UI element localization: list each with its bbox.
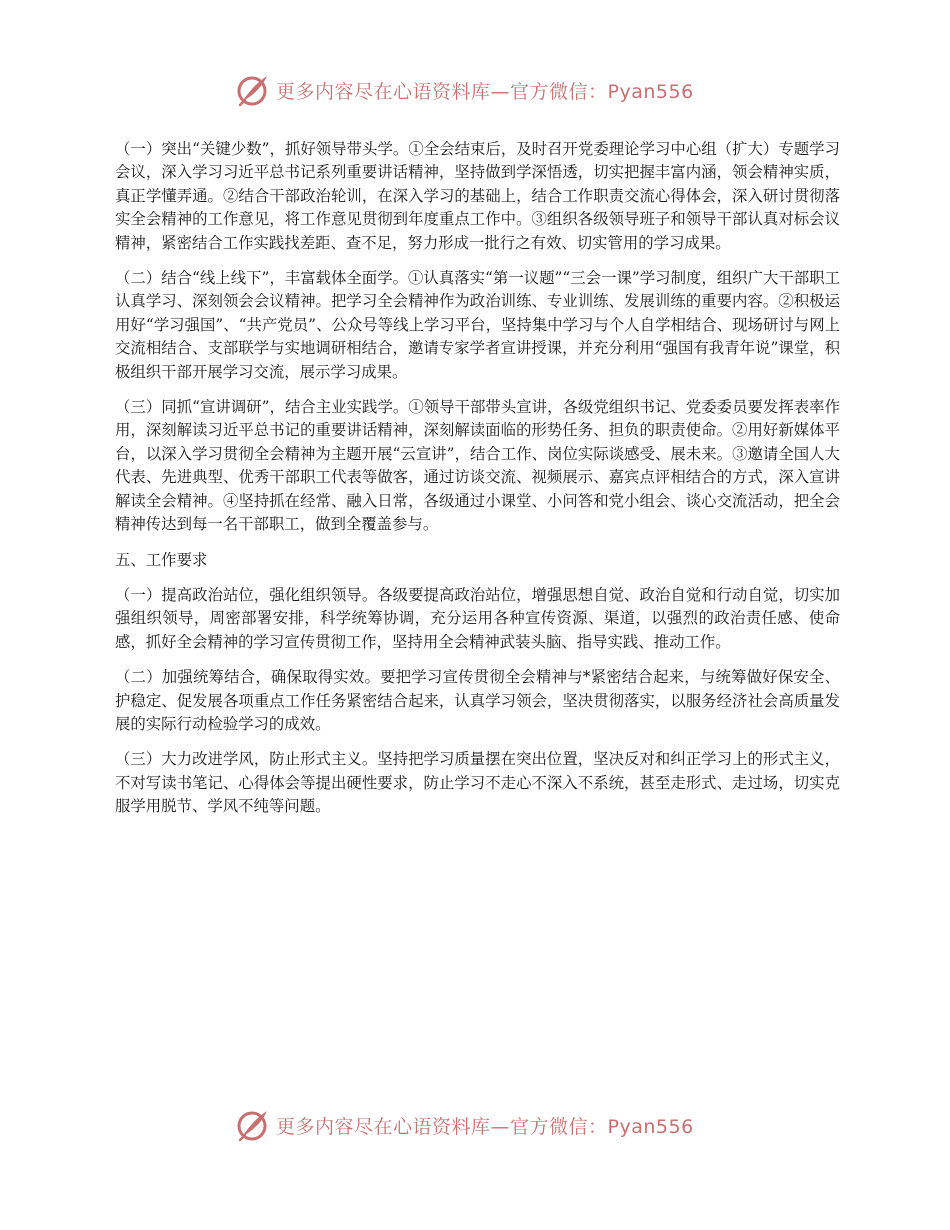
watermark-text: 更多内容尽在心语资料库—官方微信：Pyan556 — [276, 80, 694, 103]
document-body — [115, 138, 840, 831]
section-heading-work-requirements: 五、工作要求 — [115, 550, 208, 569]
feather-logo-icon — [236, 73, 270, 107]
paragraph-political-stance: （一）提高政治站位，强化组织领导。各级要提高政治站位，增强思想自觉、政治自觉和行动自觉，切实加强组织领导，周密部署安排，科学统筹协调，充分运用各种宣传资源、渠道，以强烈的政治责任感、使命感，抓好全会精神的学习宣传贯彻工作，坚持用全会精神武装头脑、指导实践、推动工作。 — [115, 585, 840, 651]
header-watermark — [236, 72, 716, 108]
watermark-text: 更多内容尽在心语资料库—官方微信：Pyan556 — [276, 1115, 694, 1138]
footer-watermark — [236, 1107, 716, 1143]
paragraph-lecture-research: （三）同抓“宣讲调研”，结合主业实践学。①领导干部带头宣讲，各级党组织书记、党委委员要发挥表率作用，深刻解读习近平总书记的重要讲话精神，深刻解读面临的形势任务、担负的职责使命。②用好新媒体平台，以深入学习贯彻全会精神为主题开展“云宣讲”，结合工作、岗位实际谈感受、展未来。③邀请全国人大代表、先进典型、优秀干部职工代表等做客，通过访谈交流、视频展示、嘉宾点评相结合的方式，深入宣讲解读全会精神。④坚持抓在经常、融入日常，各级通过小课堂、小问答和党小组会、谈心交流活动，把全会精神传达到每一名干部职工，做到全覆盖参与。 — [115, 398, 840, 534]
paragraph-coordination: （二）加强统筹结合，确保取得实效。要把学习宣传贯彻全会精神与*紧密结合起来，与统筹做好保安全、护稳定、促发展各项重点工作任务紧密结合起来，认真学习领会，坚决贯彻落实，以服务经济社会高质量发展的实际行动检验学习的成效。 — [115, 668, 840, 733]
feather-logo-icon — [236, 1108, 270, 1142]
paragraph-online-offline: （二）结合“线上线下”，丰富载体全面学。①认真落实“第一议题”“三会一课”学习制度，组织广大干部职工认真学习、深刻领会会议精神。把学习全会精神作为政治训练、专业训练、发展训练的重要内容。②积极运用好“学习强国”、“共产党员”、公众号等线上学习平台，坚持集中学习与个人自学相结合、现场研讨与网上交流相结合、支部联学与实地调研相结合，邀请专家学者宣讲授课，并充分利用“强国有我青年说”课堂，积极组织干部开展学习交流，展示学习成果。 — [115, 269, 840, 381]
paragraph-key-minority: （一）突出“关键少数”，抓好领导带头学。①全会结束后，及时召开党委理论学习中心组（扩大）专题学习会议，深入学习习近平总书记系列重要讲话精神，坚持做到学深悟透，切实把握丰富内涵，领会精神实质，真正学懂弄通。②结合干部政治轮训，在深入学习的基础上，结合工作职责交流心得体会，深入研讨贯彻落实全会精神的工作意见，将工作意见贯彻到年度重点工作中。③组织各级领导班子和领导干部认真对标会议精神，紧密结合工作实践找差距、查不足，努力形成一批行之有效、切实管用的学习成果。 — [115, 140, 840, 252]
paragraph-study-style: （三）大力改进学风，防止形式主义。坚持把学习质量摆在突出位置，坚决反对和纠正学习上的形式主义，不对写读书笔记、心得体会等提出硬性要求，防止学习不走心不深入不系统，甚至走形式、走过场，切实克服学用脱节、学风不纯等问题。 — [115, 750, 840, 816]
